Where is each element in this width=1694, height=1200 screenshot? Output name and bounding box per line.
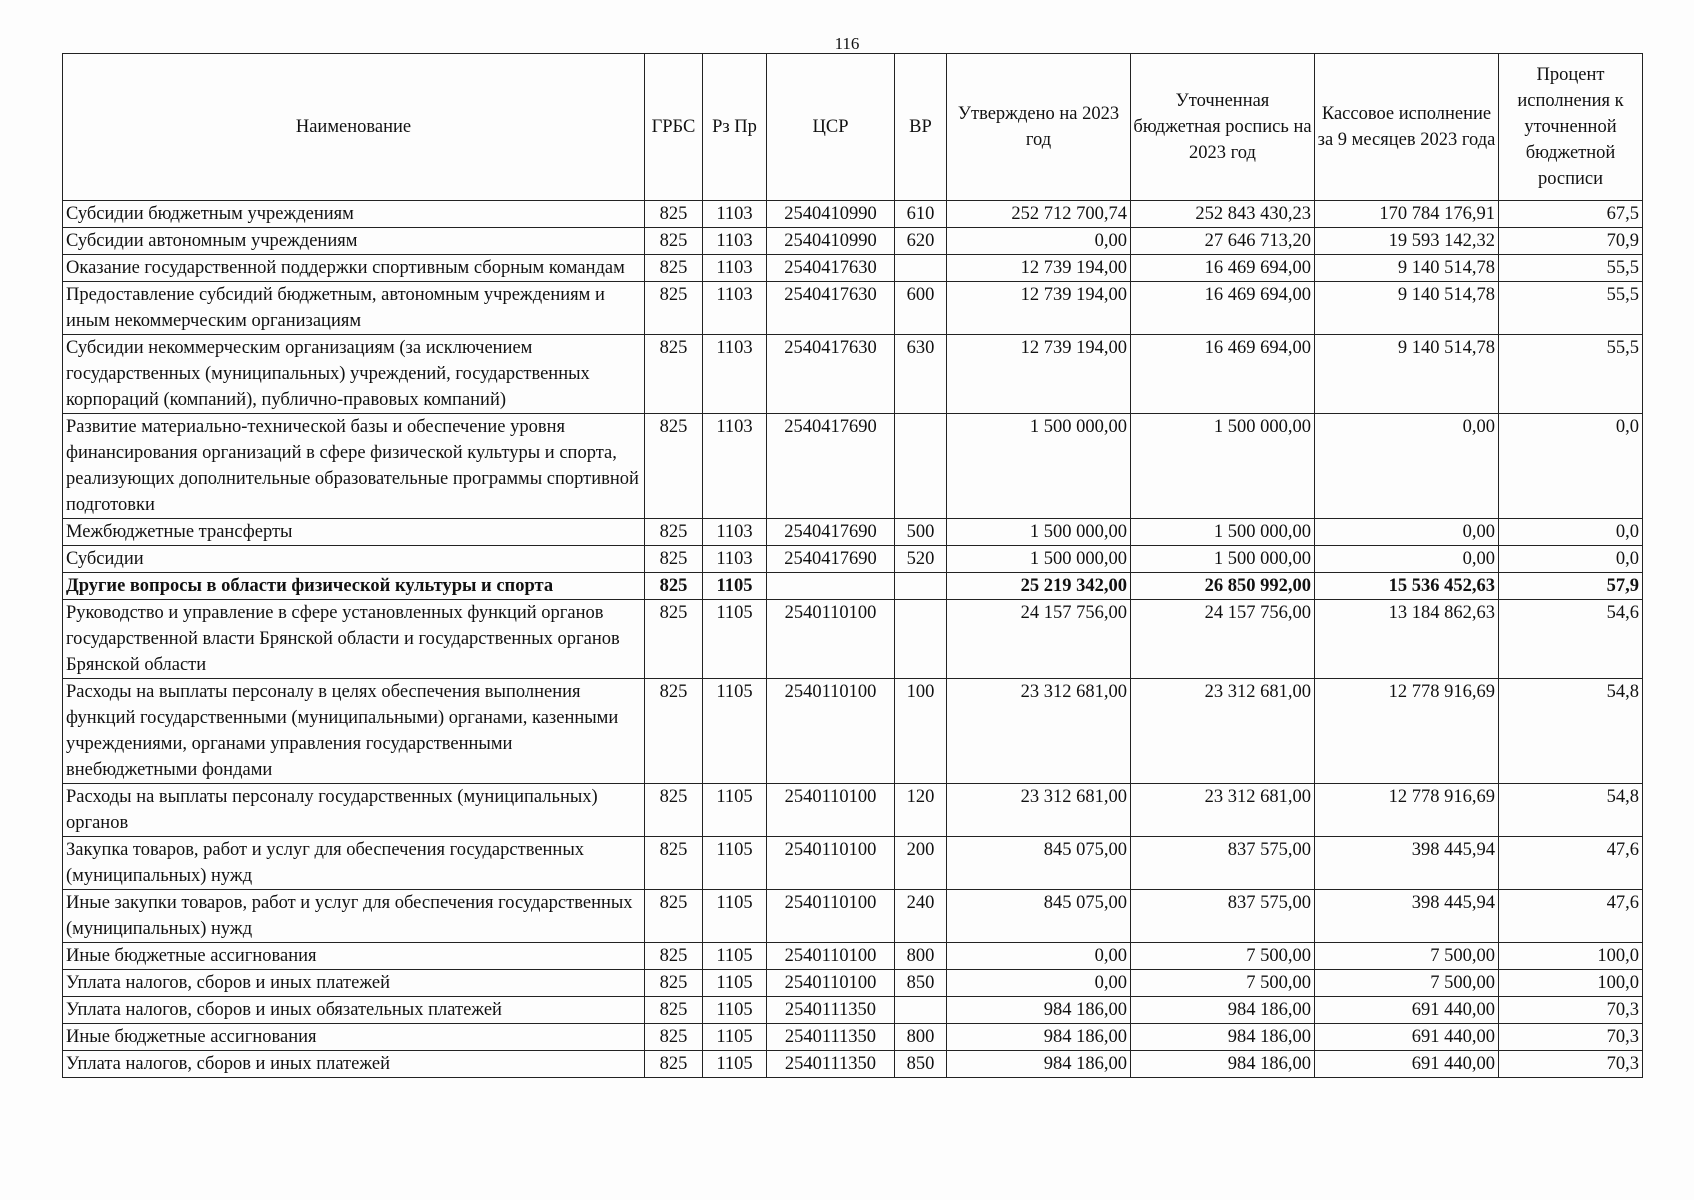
table-row xyxy=(63,201,1643,228)
cell-refined: 16 469 694,00 xyxy=(1131,282,1315,335)
cell-refined: 252 843 430,23 xyxy=(1131,201,1315,228)
cell-vr: 850 xyxy=(895,1051,947,1078)
cell-grbs: 825 xyxy=(645,519,703,546)
cell-vr xyxy=(895,600,947,679)
cell-csr: 2540417690 xyxy=(767,519,895,546)
cell-approved: 25 219 342,00 xyxy=(947,573,1131,600)
cell-rzpr: 1103 xyxy=(703,201,767,228)
cell-approved: 0,00 xyxy=(947,228,1131,255)
cell-approved: 23 312 681,00 xyxy=(947,679,1131,784)
table-row xyxy=(63,679,1643,784)
cell-rzpr: 1105 xyxy=(703,1024,767,1051)
cell-approved: 0,00 xyxy=(947,943,1131,970)
cell-grbs: 825 xyxy=(645,997,703,1024)
cell-percent: 100,0 xyxy=(1499,943,1643,970)
cell-grbs: 825 xyxy=(645,282,703,335)
cell-csr: 2540417630 xyxy=(767,282,895,335)
cell-grbs: 825 xyxy=(645,546,703,573)
cell-cash: 398 445,94 xyxy=(1315,837,1499,890)
cell-vr: 600 xyxy=(895,282,947,335)
cell-csr: 2540110100 xyxy=(767,600,895,679)
table-row xyxy=(63,228,1643,255)
table-row xyxy=(63,573,1643,600)
cell-percent: 55,5 xyxy=(1499,282,1643,335)
table-row xyxy=(63,997,1643,1024)
cell-csr: 2540111350 xyxy=(767,997,895,1024)
table-row xyxy=(63,546,1643,573)
cell-csr: 2540417690 xyxy=(767,414,895,519)
cell-csr: 2540417630 xyxy=(767,335,895,414)
cell-rzpr: 1105 xyxy=(703,837,767,890)
cell-approved: 845 075,00 xyxy=(947,890,1131,943)
cell-approved: 12 739 194,00 xyxy=(947,255,1131,282)
cell-approved: 845 075,00 xyxy=(947,837,1131,890)
cell-approved: 12 739 194,00 xyxy=(947,282,1131,335)
cell-percent: 47,6 xyxy=(1499,890,1643,943)
cell-name: Закупка товаров, работ и услуг для обеспечения государственных (муниципальных) нужд xyxy=(63,837,645,890)
cell-cash: 691 440,00 xyxy=(1315,1051,1499,1078)
cell-name: Предоставление субсидий бюджетным, автономным учреждениям и иным некоммерческим организациям xyxy=(63,282,645,335)
cell-approved: 1 500 000,00 xyxy=(947,414,1131,519)
table-row xyxy=(63,970,1643,997)
cell-cash: 0,00 xyxy=(1315,546,1499,573)
cell-percent: 0,0 xyxy=(1499,414,1643,519)
cell-grbs: 825 xyxy=(645,600,703,679)
cell-rzpr: 1103 xyxy=(703,546,767,573)
cell-approved: 984 186,00 xyxy=(947,1024,1131,1051)
cell-cash: 12 778 916,69 xyxy=(1315,679,1499,784)
cell-refined: 27 646 713,20 xyxy=(1131,228,1315,255)
cell-refined: 1 500 000,00 xyxy=(1131,519,1315,546)
cell-refined: 26 850 992,00 xyxy=(1131,573,1315,600)
cell-approved: 984 186,00 xyxy=(947,997,1131,1024)
table-row xyxy=(63,335,1643,414)
cell-csr: 2540110100 xyxy=(767,837,895,890)
cell-name: Субсидии автономным учреждениям xyxy=(63,228,645,255)
cell-rzpr: 1105 xyxy=(703,784,767,837)
cell-vr: 520 xyxy=(895,546,947,573)
header-refined: Уточненная бюджетная роспись на 2023 год xyxy=(1131,54,1315,201)
cell-percent: 70,3 xyxy=(1499,1051,1643,1078)
cell-vr xyxy=(895,414,947,519)
cell-grbs: 825 xyxy=(645,201,703,228)
cell-percent: 54,8 xyxy=(1499,784,1643,837)
cell-refined: 1 500 000,00 xyxy=(1131,414,1315,519)
cell-percent: 57,9 xyxy=(1499,573,1643,600)
cell-grbs: 825 xyxy=(645,414,703,519)
cell-rzpr: 1103 xyxy=(703,228,767,255)
cell-percent: 70,9 xyxy=(1499,228,1643,255)
cell-grbs: 825 xyxy=(645,970,703,997)
cell-approved: 23 312 681,00 xyxy=(947,784,1131,837)
cell-rzpr: 1105 xyxy=(703,943,767,970)
cell-percent: 0,0 xyxy=(1499,546,1643,573)
cell-name: Расходы на выплаты персоналу государственных (муниципальных) органов xyxy=(63,784,645,837)
cell-grbs: 825 xyxy=(645,335,703,414)
cell-vr: 610 xyxy=(895,201,947,228)
cell-grbs: 825 xyxy=(645,679,703,784)
cell-vr: 500 xyxy=(895,519,947,546)
cell-csr: 2540410990 xyxy=(767,201,895,228)
cell-cash: 691 440,00 xyxy=(1315,997,1499,1024)
cell-cash: 691 440,00 xyxy=(1315,1024,1499,1051)
cell-vr xyxy=(895,997,947,1024)
table-row xyxy=(63,784,1643,837)
cell-vr: 620 xyxy=(895,228,947,255)
table-row xyxy=(63,282,1643,335)
cell-rzpr: 1103 xyxy=(703,255,767,282)
table-row xyxy=(63,414,1643,519)
cell-refined: 984 186,00 xyxy=(1131,1051,1315,1078)
cell-rzpr: 1105 xyxy=(703,1051,767,1078)
cell-name: Руководство и управление в сфере установленных функций органов государственной власти Брянской области и государственных органов Брянской области xyxy=(63,600,645,679)
cell-percent: 55,5 xyxy=(1499,335,1643,414)
cell-approved: 252 712 700,74 xyxy=(947,201,1131,228)
cell-vr: 240 xyxy=(895,890,947,943)
cell-name: Уплата налогов, сборов и иных платежей xyxy=(63,1051,645,1078)
cell-grbs: 825 xyxy=(645,890,703,943)
cell-grbs: 825 xyxy=(645,255,703,282)
cell-refined: 1 500 000,00 xyxy=(1131,546,1315,573)
cell-csr xyxy=(767,573,895,600)
cell-percent: 54,6 xyxy=(1499,600,1643,679)
cell-vr: 120 xyxy=(895,784,947,837)
table-row xyxy=(63,1051,1643,1078)
cell-cash: 12 778 916,69 xyxy=(1315,784,1499,837)
header-vr: ВР xyxy=(895,54,947,201)
cell-percent: 70,3 xyxy=(1499,997,1643,1024)
header-cash: Кассовое исполнение за 9 месяцев 2023 года xyxy=(1315,54,1499,201)
cell-rzpr: 1103 xyxy=(703,282,767,335)
cell-cash: 9 140 514,78 xyxy=(1315,282,1499,335)
cell-cash: 0,00 xyxy=(1315,414,1499,519)
cell-name: Субсидии бюджетным учреждениям xyxy=(63,201,645,228)
cell-name: Уплата налогов, сборов и иных платежей xyxy=(63,970,645,997)
cell-grbs: 825 xyxy=(645,943,703,970)
table-header-row xyxy=(63,54,1643,201)
cell-cash: 15 536 452,63 xyxy=(1315,573,1499,600)
table-row xyxy=(63,519,1643,546)
budget-execution-table xyxy=(62,53,1643,1078)
cell-rzpr: 1105 xyxy=(703,890,767,943)
cell-refined: 23 312 681,00 xyxy=(1131,679,1315,784)
cell-name: Межбюджетные трансферты xyxy=(63,519,645,546)
cell-name: Субсидии xyxy=(63,546,645,573)
cell-rzpr: 1103 xyxy=(703,414,767,519)
cell-percent: 70,3 xyxy=(1499,1024,1643,1051)
cell-refined: 23 312 681,00 xyxy=(1131,784,1315,837)
cell-name: Иные закупки товаров, работ и услуг для обеспечения государственных (муниципальных) нужд xyxy=(63,890,645,943)
cell-name: Иные бюджетные ассигнования xyxy=(63,1024,645,1051)
table-body xyxy=(63,201,1643,1078)
cell-grbs: 825 xyxy=(645,573,703,600)
header-percent: Процент исполнения к уточненной бюджетной росписи xyxy=(1499,54,1643,201)
table-row xyxy=(63,837,1643,890)
cell-name: Субсидии некоммерческим организациям (за исключением государственных (муниципальных) учреждений, государственных корпораций (компаний), публично-правовых компаний) xyxy=(63,335,645,414)
cell-grbs: 825 xyxy=(645,837,703,890)
header-approved: Утверждено на 2023 год xyxy=(947,54,1131,201)
cell-cash: 398 445,94 xyxy=(1315,890,1499,943)
cell-csr: 2540110100 xyxy=(767,679,895,784)
cell-cash: 7 500,00 xyxy=(1315,970,1499,997)
cell-refined: 984 186,00 xyxy=(1131,997,1315,1024)
cell-rzpr: 1103 xyxy=(703,335,767,414)
cell-refined: 7 500,00 xyxy=(1131,943,1315,970)
cell-csr: 2540417630 xyxy=(767,255,895,282)
cell-approved: 984 186,00 xyxy=(947,1051,1131,1078)
table-row xyxy=(63,1024,1643,1051)
cell-percent: 100,0 xyxy=(1499,970,1643,997)
cell-refined: 837 575,00 xyxy=(1131,837,1315,890)
page-number: 116 xyxy=(834,34,860,53)
cell-name: Развитие материально-технической базы и обеспечение уровня финансирования организаций в сфере физической культуры и спорта, реализующих дополнительные образовательные программы спортивной подготовки xyxy=(63,414,645,519)
table-row xyxy=(63,943,1643,970)
cell-percent: 54,8 xyxy=(1499,679,1643,784)
cell-csr: 2540410990 xyxy=(767,228,895,255)
cell-refined: 837 575,00 xyxy=(1131,890,1315,943)
cell-refined: 984 186,00 xyxy=(1131,1024,1315,1051)
cell-grbs: 825 xyxy=(645,1051,703,1078)
table-row xyxy=(63,255,1643,282)
cell-vr: 100 xyxy=(895,679,947,784)
cell-vr xyxy=(895,255,947,282)
cell-approved: 1 500 000,00 xyxy=(947,519,1131,546)
header-grbs: ГРБС xyxy=(645,54,703,201)
cell-refined: 16 469 694,00 xyxy=(1131,255,1315,282)
cell-rzpr: 1103 xyxy=(703,519,767,546)
cell-name: Расходы на выплаты персоналу в целях обеспечения выполнения функций государственными (муниципальными) органами, казенными учреждениями, органами управления государственными внебюджетными фондами xyxy=(63,679,645,784)
header-name: Наименование xyxy=(63,54,645,201)
cell-csr: 2540111350 xyxy=(767,1024,895,1051)
cell-csr: 2540110100 xyxy=(767,890,895,943)
cell-cash: 13 184 862,63 xyxy=(1315,600,1499,679)
cell-rzpr: 1105 xyxy=(703,573,767,600)
cell-percent: 0,0 xyxy=(1499,519,1643,546)
cell-name: Иные бюджетные ассигнования xyxy=(63,943,645,970)
header-rzpr: Рз Пр xyxy=(703,54,767,201)
cell-vr: 800 xyxy=(895,1024,947,1051)
cell-cash: 170 784 176,91 xyxy=(1315,201,1499,228)
cell-vr: 850 xyxy=(895,970,947,997)
header-csr: ЦСР xyxy=(767,54,895,201)
cell-percent: 47,6 xyxy=(1499,837,1643,890)
cell-percent: 67,5 xyxy=(1499,201,1643,228)
table-row xyxy=(63,890,1643,943)
table-row xyxy=(63,600,1643,679)
cell-grbs: 825 xyxy=(645,784,703,837)
cell-vr xyxy=(895,573,947,600)
cell-name: Уплата налогов, сборов и иных обязательных платежей xyxy=(63,997,645,1024)
cell-grbs: 825 xyxy=(645,1024,703,1051)
cell-approved: 1 500 000,00 xyxy=(947,546,1131,573)
cell-cash: 9 140 514,78 xyxy=(1315,335,1499,414)
cell-approved: 24 157 756,00 xyxy=(947,600,1131,679)
cell-approved: 0,00 xyxy=(947,970,1131,997)
cell-refined: 24 157 756,00 xyxy=(1131,600,1315,679)
cell-cash: 9 140 514,78 xyxy=(1315,255,1499,282)
cell-vr: 800 xyxy=(895,943,947,970)
cell-rzpr: 1105 xyxy=(703,679,767,784)
cell-rzpr: 1105 xyxy=(703,997,767,1024)
cell-refined: 16 469 694,00 xyxy=(1131,335,1315,414)
cell-csr: 2540110100 xyxy=(767,970,895,997)
cell-rzpr: 1105 xyxy=(703,600,767,679)
cell-rzpr: 1105 xyxy=(703,970,767,997)
cell-cash: 0,00 xyxy=(1315,519,1499,546)
cell-csr: 2540110100 xyxy=(767,943,895,970)
cell-vr: 630 xyxy=(895,335,947,414)
cell-csr: 2540111350 xyxy=(767,1051,895,1078)
cell-csr: 2540110100 xyxy=(767,784,895,837)
cell-grbs: 825 xyxy=(645,228,703,255)
cell-csr: 2540417690 xyxy=(767,546,895,573)
cell-cash: 7 500,00 xyxy=(1315,943,1499,970)
cell-name: Другие вопросы в области физической культуры и спорта xyxy=(63,573,645,600)
cell-refined: 7 500,00 xyxy=(1131,970,1315,997)
cell-vr: 200 xyxy=(895,837,947,890)
cell-cash: 19 593 142,32 xyxy=(1315,228,1499,255)
cell-percent: 55,5 xyxy=(1499,255,1643,282)
cell-approved: 12 739 194,00 xyxy=(947,335,1131,414)
cell-name: Оказание государственной поддержки спортивным сборным командам xyxy=(63,255,645,282)
